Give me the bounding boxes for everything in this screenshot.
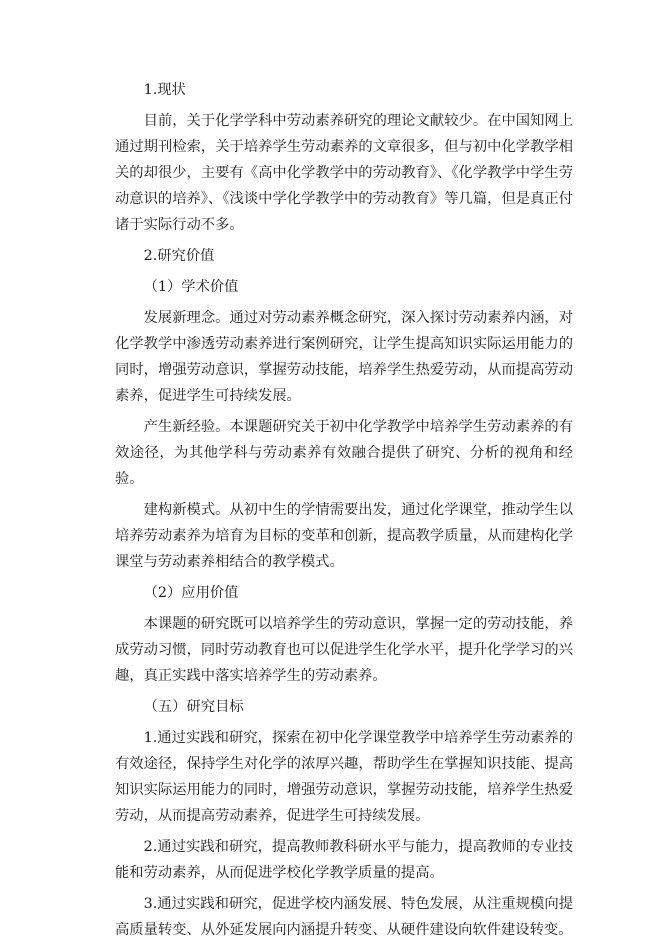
heading-application-value: （2）应用价值 bbox=[143, 585, 239, 601]
heading-academic-value: （1）学术价值 bbox=[143, 279, 239, 295]
paragraph-status: 目前，关于化学学科中劳动素养研究的理论文献较少。在中国知网上通过期刊检索，关于培养学生劳动素养的文章很多，但与初中化学教学相关的却很少，主要有《高中化学教学中的劳动教育》、《化学教学中学生劳动意识的培养》、《浅谈中学化学教学中的劳动教育》等几篇，但是真正付诸于实际行动不多。 bbox=[115, 113, 573, 233]
paragraph-new-model: 建构新模式。从初中生的学情需要出发，通过化学课堂，推动学生以培养劳动素养为培育为目标的变革和创新，提高教学质量，从而建构化学课堂与劳动素养相结合的教学模式。 bbox=[115, 502, 573, 570]
paragraph-application: 本课题的研究既可以培养学生的劳动意识，掌握一定的劳动技能，养成劳动习惯，同时劳动教育也可以促进学生化学水平，提升化学学习的兴趣，真正实践中落实培养学生的劳动素养。 bbox=[115, 616, 573, 684]
heading-research-value: 2.研究价值 bbox=[143, 248, 215, 264]
paragraph-new-experience: 产生新经验。本课题研究关于初中化学教学中培养学生劳动素养的有效途径，为其他学科与劳动素养有效融合提供了研究、分析的视角和经验。 bbox=[115, 419, 573, 487]
paragraph-goal-3: 3.通过实践和研究，促进学校内涵发展、特色发展，从注重规模向提高质量转变、从外延发展向内涵提升转变、从硬件建设向软件建设转变。 bbox=[115, 896, 573, 938]
paragraph-goal-1: 1.通过实践和研究，探索在初中化学课堂教学中培养学生劳动素养的有效途径，保持学生对化学的浓厚兴趣，帮助学生在掌握知识技能、提高知识实际运用能力的同时，增强劳动意识，掌握劳动技能，培养学生热爱劳动，从而提高劳动素养，促进学生可持续发展。 bbox=[115, 730, 573, 824]
document-body bbox=[115, 77, 573, 948]
paragraph-new-concept: 发展新理念。通过对劳动素养概念研究，深入探讨劳动素养内涵，对化学教学中渗透劳动素养进行案例研究，让学生提高知识实际运用能力的同时，增强劳动意识，掌握劳动技能，培养学生热爱劳动，从而提高劳动素养，促进学生可持续发展。 bbox=[115, 310, 573, 404]
heading-status: 1.现状 bbox=[143, 82, 186, 98]
heading-research-goals: （五）研究目标 bbox=[143, 699, 244, 715]
paragraph-goal-2: 2.通过实践和研究，提高教师教科研水平与能力，提高教师的专业技能和劳动素养，从而促进学校化学教学质量的提高。 bbox=[115, 839, 573, 881]
